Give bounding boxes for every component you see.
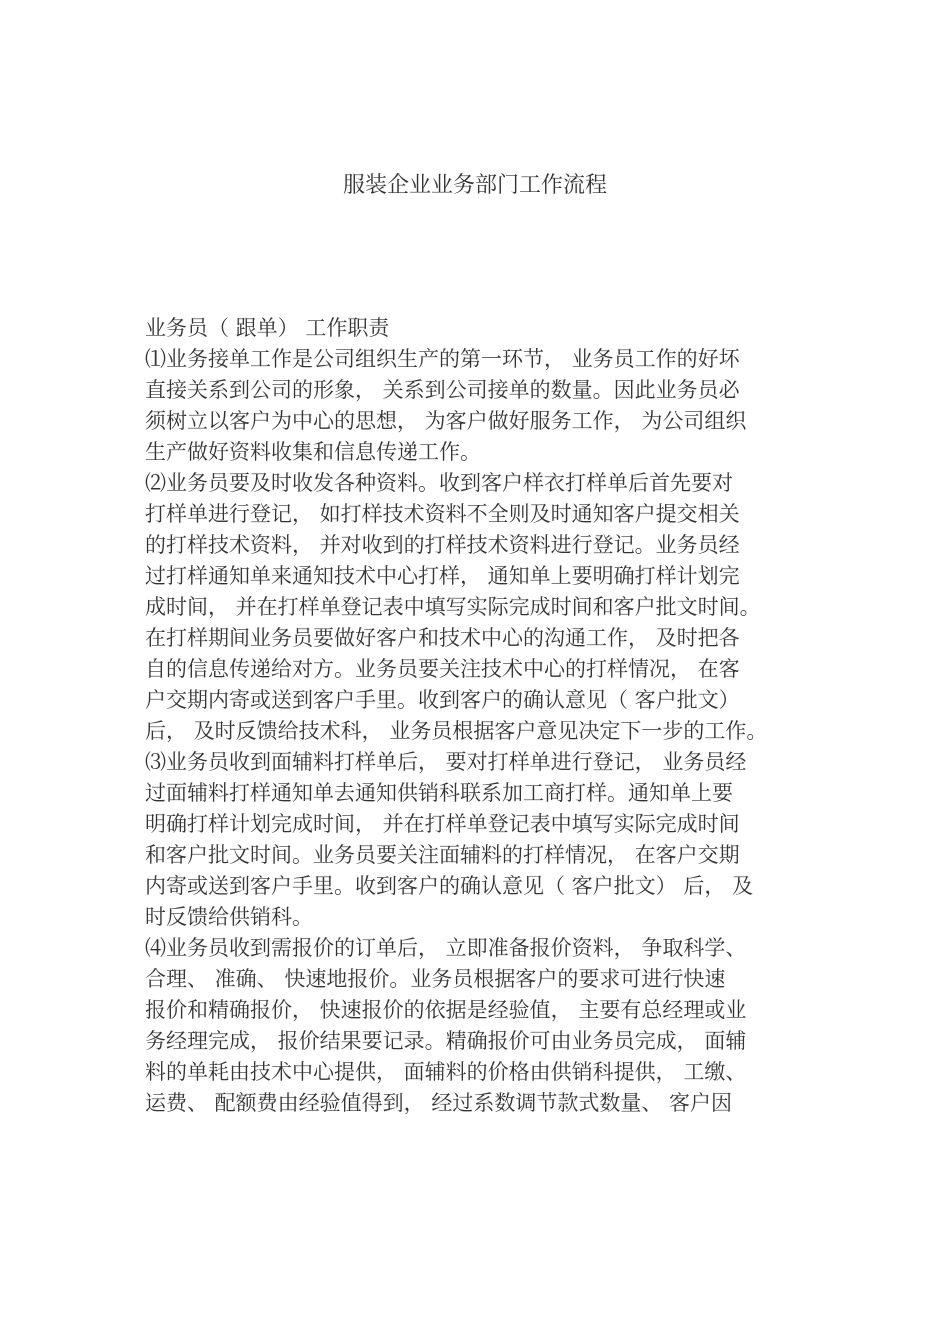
paragraph-line: 直接关系到公司的形象， 关系到公司接单的数量。因此业务员必	[145, 378, 740, 402]
document-body	[145, 313, 807, 1119]
paragraph-line: 和客户批文时间。业务员要关注面辅料的打样情况， 在客户交期	[145, 843, 740, 867]
paragraph-line: 料的单耗由技术中心提供， 面辅料的价格由供销科提供， 工缴、	[145, 1060, 747, 1084]
paragraph-line: 内寄或送到客户手里。收到客户的确认意见（ 客户批文） 后， 及	[145, 874, 754, 898]
paragraph-line: 过面辅料打样通知单去通知供销科联系加工商打样。通知单上要	[145, 781, 733, 805]
paragraph-line: 在打样期间业务员要做好客户和技术中心的沟通工作， 及时把各	[145, 626, 740, 650]
paragraph-line: 户交期内寄或送到客户手里。收到客户的确认意见（ 客户批文）	[145, 688, 740, 712]
paragraph-line: 报价和精确报价， 快速报价的依据是经验值， 主要有总经理或业	[145, 998, 747, 1022]
paragraph-line: 合理、 准确、 快速地报价。业务员根据客户的要求可进行快速	[145, 967, 726, 991]
paragraph-line: 的打样技术资料， 并对收到的打样技术资料进行登记。业务员经	[145, 533, 740, 557]
paragraph-4	[145, 933, 807, 1119]
paragraph-line: ⑴业务接单工作是公司组织生产的第一环节， 业务员工作的好坏	[145, 347, 740, 371]
paragraph-line: 成时间， 并在打样单登记表中填写实际完成时间和客户批文时间。	[145, 595, 761, 619]
section-heading: 业务员（ 跟单） 工作职责	[145, 316, 390, 340]
paragraph-line: 打样单进行登记， 如打样技术资料不全则及时通知客户提交相关	[145, 502, 740, 526]
paragraph-2	[145, 468, 807, 747]
paragraph-line: 明确打样计划完成时间， 并在打样单登记表中填写实际完成时间	[145, 812, 740, 836]
paragraph-line: 时反馈给供销科。	[145, 905, 313, 929]
paragraph-line: 须树立以客户为中心的思想， 为客户做好服务工作， 为公司组织	[145, 409, 747, 433]
paragraph-3	[145, 747, 807, 933]
paragraph-line: ⑷业务员收到需报价的订单后， 立即准备报价资料， 争取科学、	[145, 936, 747, 960]
paragraph-line: 自的信息传递给对方。业务员要关注技术中心的打样情况， 在客	[145, 657, 740, 681]
document-title: 服装企业业务部门工作流程	[342, 173, 607, 198]
paragraph-line: 过打样通知单来通知技术中心打样， 通知单上要明确打样计划完	[145, 564, 740, 588]
paragraph-1	[145, 344, 807, 468]
paragraph-line: 生产做好资料收集和信息传递工作。	[145, 440, 481, 464]
paragraph-line: ⑶业务员收到面辅料打样单后， 要对打样单进行登记， 业务员经	[145, 750, 747, 774]
paragraph-line: 运费、 配额费由经验值得到， 经过系数调节款式数量、 客户因	[145, 1091, 733, 1115]
paragraph-line: ⑵业务员要及时收发各种资料。收到客户样衣打样单后首先要对	[145, 471, 733, 495]
paragraph-line: 后， 及时反馈给技术科， 业务员根据客户意见决定下一步的工作。	[145, 719, 768, 743]
paragraph-line: 务经理完成， 报价结果要记录。精确报价可由业务员完成， 面辅	[145, 1029, 747, 1053]
